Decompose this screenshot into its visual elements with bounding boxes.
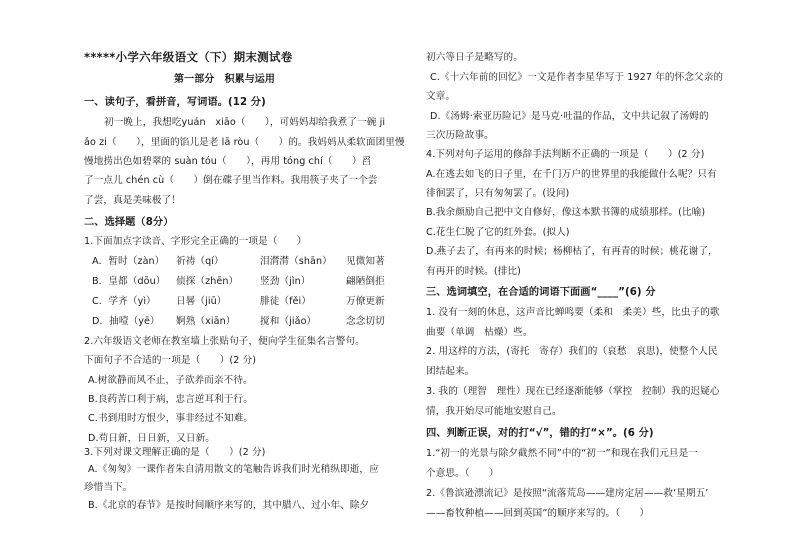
section-1-heading: 一、读句子，看拼音，写词语。(12 分) xyxy=(84,97,266,108)
q4-option-line: C.花生仁脱了它的红外套。(拟人) xyxy=(426,227,570,238)
q3-option-line: C.《十六年前的回忆》一文是作者李星华写于 1927 年的怀念父亲的 xyxy=(430,72,724,83)
true-false-line: ——畜牧种植——回到英国”的顺序来写的。（ ） xyxy=(426,508,650,519)
question-1-stem: 1.下面加点字读音、字形完全正确的一项是（ ） xyxy=(84,236,307,247)
q1-option-d-col2: 婀熟（xiān） xyxy=(176,316,236,327)
q2-option-c: C.书到用时方恨少，事非经过不知难。 xyxy=(88,413,254,424)
passage-line: 了一点儿 chén cù（ ）倒在碟子里当作料。我用筷子夹了一个尝 xyxy=(84,175,378,186)
q4-option-line: A.在逃去如飞的日子里，在千门万户的世界里的我能做什么呢？只有 xyxy=(426,169,717,180)
q2-option-a: A.树欲静而风不止，子欲养而亲不待。 xyxy=(88,375,253,386)
section-2-heading: 二、选择题（8分） xyxy=(84,217,174,228)
fill-word-line: 团结起来。 xyxy=(426,366,475,377)
question-4-stem: 4.下列对句子运用的修辞手法判断不正确的一项是（ ）(2 分) xyxy=(426,149,705,160)
q4-option-line: 徘徊罢了，只有匆匆罢了。(设问) xyxy=(426,188,570,199)
exam-title: *****小学六年级语文（下）期末测试卷 xyxy=(84,50,293,64)
section-3-heading-text: 三、选词填空，在合适的词语下面画“ xyxy=(426,287,598,298)
q1-option-c-col2: 日晷（jiū） xyxy=(176,296,227,307)
question-2-stem: 2.六年级语文老师在教室墙上张贴句子，便向学生征集名言警句。 xyxy=(84,336,365,347)
q3-option-line: 文章。 xyxy=(426,91,456,102)
q2-option-b: B.良药苦口利于病，忠言逆耳利于行。 xyxy=(88,394,253,405)
fill-word-line: 情，我开始尽可能地安慰自己。 xyxy=(426,406,562,417)
q1-option-b-col2: 侦探（zhēn） xyxy=(176,276,239,287)
q1-option-c-col3: 腓徒（fěi） xyxy=(260,296,312,307)
true-false-line: 1.“初一的光景与除夕截然不同”中的“初一”和现在我们元旦是一 xyxy=(426,448,698,459)
section-4-heading: 四、判断正误，对的打“√”，错的打“×”。(6 分) xyxy=(426,428,654,439)
q3-option-line: D.《汤姆·索亚历险记》是马克·吐温的作品，文中共记叙了汤姆的 xyxy=(430,111,709,122)
q1-option-a-col3: 泪潸潸（shān） xyxy=(260,256,332,267)
q4-option-line: B.我余颜励自己把中文自修好，像这本默书簿的成绩那样。(比喻) xyxy=(426,207,706,218)
q1-option-a-col2: 祈祷（qí） xyxy=(176,256,224,267)
q1-option-c-col1: C．学齐（yì） xyxy=(92,296,156,307)
q1-option-d-col3: 搅和（jiǎo） xyxy=(260,316,317,327)
passage-line: 了尝，真是美味极了！ xyxy=(84,195,181,206)
q3-option-line: 珍惜当下。 xyxy=(84,482,133,493)
passage-line: 初一晚上，我想吃yuán xiāo（ ），可妈妈却给我煮了一碗 ji xyxy=(104,117,386,128)
q4-option-line: 有再开的时候。(排比) xyxy=(426,266,521,277)
section-3-heading-blank: ____ xyxy=(597,287,619,298)
q1-option-c-col4: 万僚更新 xyxy=(346,296,385,307)
true-false-line: 个意思。（ ） xyxy=(426,468,499,479)
section-3-heading xyxy=(426,286,656,299)
section-3-heading-score: ”(6) 分 xyxy=(618,287,656,298)
q1-option-b-col4: 翩陋倒拒 xyxy=(346,276,385,287)
q3-option-line: A.《匆匆》一课作者朱自清用散文的笔触告诉我们时光稍纵即逝，应 xyxy=(88,464,379,475)
q3-option-line: 三次历险故事。 xyxy=(426,130,494,141)
q4-option-line: D.燕子去了，有再来的时候；杨柳枯了，有再青的时候；桃花谢了， xyxy=(426,246,718,257)
q2-option-d: D.苟日新，日日新，又日新。 xyxy=(88,433,215,444)
q1-option-b-col3: 竖劲（jìn） xyxy=(260,276,311,287)
true-false-line: 2.《鲁滨逊漂流记》是按照“流落荒岛——建房定居——救‘星期五’ xyxy=(426,488,709,499)
fill-word-line: 2. 用这样的方法，(寄托 寄存）我们的（哀愁 哀思)，使整个人民 xyxy=(426,346,718,357)
q3-continued-line: 初六等日子是略写的。 xyxy=(426,52,523,63)
q1-option-a-col4: 见微知著 xyxy=(346,256,385,267)
q1-option-b-col1: B．皇都（dōu） xyxy=(92,276,166,287)
fill-word-line: 曲要（单调 枯燥）些。 xyxy=(426,327,533,338)
passage-line: ǎo zi（ ），里面的馅儿是老 lā ròu（ ）的。我妈妈从柔软面团里慢 xyxy=(84,137,405,148)
passage-line: 慢地捞出色如碧翠的 suàn tóu（ ），再用 tóng chí（ ）舀 xyxy=(84,156,372,167)
part-title: 第一部分 积累与运用 xyxy=(174,74,275,85)
q1-option-d-col1: D．抽噎（yē） xyxy=(92,316,160,327)
q1-option-a-col1: A．暂时（zàn） xyxy=(92,256,165,267)
fill-word-line: 1. 没有一刻的休息，这声音比蝉鸣要（柔和 柔美）些，比虫子的歌 xyxy=(426,307,720,318)
q1-option-d-col4: 念念切切 xyxy=(346,316,385,327)
question-3-stem: 3.下列对课文理解正确的是（ ）(2 分) xyxy=(84,447,266,458)
question-2-stem: 下面句子不合适的一项是（ ）(2 分) xyxy=(84,355,257,366)
fill-word-line: 3. 我的（理智 理性）现在已经逐渐能够（掌控 控制）我的迟疑心 xyxy=(426,386,720,397)
q3-option-line: B.《北京的春节》是按时间顺序来写的，其中腊八、过小年、除夕 xyxy=(88,500,370,511)
